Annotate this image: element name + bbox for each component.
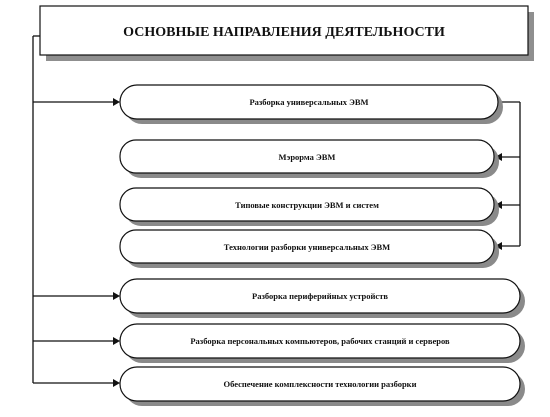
pill-label-4: Технологии разборки универсальных ЭВМ: [223, 242, 391, 252]
pill-label-6: Разборка персональных компьютеров, рабочих станций и серверов: [190, 336, 450, 346]
pill-label-2: Мэрорма ЭВМ: [278, 152, 336, 162]
diagram-title: ОСНОВНЫЕ НАПРАВЛЕНИЯ ДЕЯТЕЛЬНОСТИ: [123, 25, 445, 40]
pill-label-1: Разборка универсальных ЭВМ: [249, 97, 369, 107]
arrowhead-item-1: [113, 98, 120, 106]
arrowhead-item-6: [113, 337, 120, 345]
pill-label-7: Обеспечение комплексности технологии разборки: [223, 379, 417, 389]
pill-label-3: Типовые конструкции ЭВМ и систем: [235, 200, 379, 210]
pill-label-5: Разборка периферийных устройств: [252, 291, 388, 301]
arrowhead-item-5: [113, 292, 120, 300]
arrowhead-item-7: [113, 379, 120, 387]
